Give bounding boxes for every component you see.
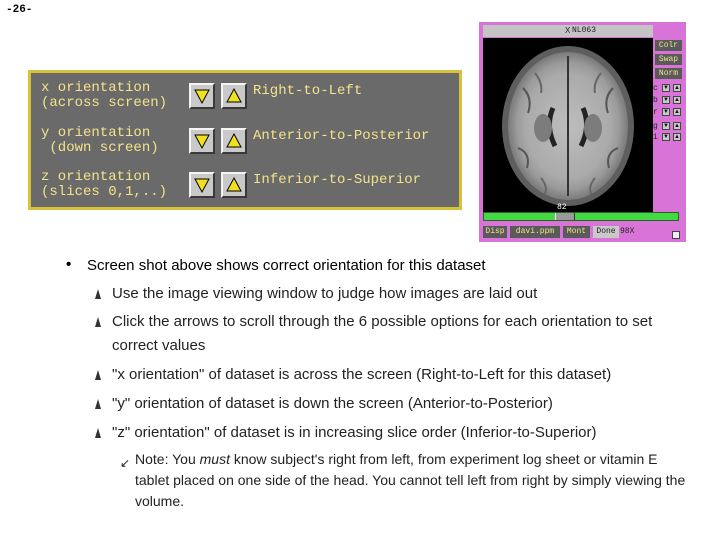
- z-orientation-label: z orientation (slices 0,1,..): [41, 169, 168, 200]
- z-orientation-down-button[interactable]: [189, 172, 215, 198]
- resize-handle[interactable]: [672, 231, 680, 239]
- x-orientation-row: [31, 73, 459, 117]
- x-orientation-label: x orientation (across screen): [41, 80, 168, 111]
- z-orientation-up-button[interactable]: [221, 172, 247, 198]
- down-mini-button[interactable]: ▼: [663, 109, 669, 115]
- close-icon[interactable]: X: [565, 26, 571, 35]
- slice-number: 82: [557, 203, 567, 212]
- colr-button[interactable]: Colr: [655, 40, 682, 51]
- control-row-c: [653, 83, 683, 94]
- save-file-button[interactable]: davi.ppm: [510, 226, 560, 238]
- image-viewer-window: [479, 22, 686, 242]
- orientation-panel: [28, 70, 462, 210]
- down-mini-button[interactable]: ▼: [663, 134, 669, 140]
- control-row-g: [653, 121, 683, 132]
- down-arrow-icon: [193, 132, 211, 150]
- control-row-r: [653, 107, 683, 118]
- down-arrow-icon: [193, 176, 211, 194]
- pen-icon: [94, 427, 102, 439]
- mont-button[interactable]: Mont: [563, 226, 590, 238]
- pen-icon: [94, 398, 102, 410]
- up-mini-button[interactable]: ▲: [674, 85, 680, 91]
- x-orientation-value: Right-to-Left: [253, 83, 363, 99]
- brain-image[interactable]: [483, 38, 653, 218]
- control-letter: b: [653, 96, 658, 105]
- up-mini-button[interactable]: ▲: [674, 134, 680, 140]
- control-row-i: [653, 132, 683, 143]
- disp-button[interactable]: Disp: [483, 226, 507, 238]
- norm-button[interactable]: Norm: [655, 68, 682, 79]
- z-orientation-row: [31, 162, 459, 206]
- control-letter: c: [653, 84, 658, 93]
- check-arrow-icon: ↙: [120, 456, 131, 470]
- down-mini-button[interactable]: ▼: [663, 97, 669, 103]
- brain-slice-image: [483, 38, 653, 218]
- up-mini-button[interactable]: ▲: [674, 97, 680, 103]
- y-orientation-down-button[interactable]: [189, 128, 215, 154]
- viewer-title-bar: [483, 25, 653, 37]
- note-text: Note: You must know subject's right from left, from experiment log sheet or vitamin E tablet placed on one side of the head. You cannot tell left from right by simply viewing the volume.: [135, 451, 686, 509]
- down-arrow-icon: [193, 87, 211, 105]
- down-mini-button[interactable]: ▼: [663, 85, 669, 91]
- x-orientation-up-button[interactable]: [221, 83, 247, 109]
- y-orientation-label: y orientation (down screen): [41, 125, 159, 156]
- up-arrow-icon: [225, 87, 243, 105]
- pen-icon: [94, 288, 102, 300]
- zoom-level: 98X: [620, 227, 635, 236]
- up-arrow-icon: [225, 132, 243, 150]
- swap-button[interactable]: Swap: [655, 54, 682, 65]
- control-letter: i: [653, 133, 658, 142]
- page-number: -26-: [6, 4, 33, 16]
- y-orientation-up-button[interactable]: [221, 128, 247, 154]
- done-button[interactable]: Done: [593, 226, 619, 238]
- x-orientation-down-button[interactable]: [189, 83, 215, 109]
- main-bullet-text: Screen shot above shows correct orientation for this dataset: [87, 257, 486, 274]
- up-mini-button[interactable]: ▲: [674, 109, 680, 115]
- pen-icon: [94, 369, 102, 381]
- y-orientation-row: [31, 118, 459, 162]
- control-row-b: [653, 95, 683, 106]
- up-mini-button[interactable]: ▲: [674, 123, 680, 129]
- pen-icon: [94, 316, 102, 328]
- z-orientation-value: Inferior-to-Superior: [253, 172, 422, 188]
- bullet-dot: •: [66, 256, 72, 273]
- slider-thumb[interactable]: [555, 213, 575, 220]
- viewer-title: NL063: [572, 26, 597, 35]
- y-orientation-value: Anterior-to-Posterior: [253, 128, 430, 144]
- slice-slider[interactable]: [483, 212, 679, 221]
- down-mini-button[interactable]: ▼: [663, 123, 669, 129]
- up-arrow-icon: [225, 176, 243, 194]
- control-letter: r: [653, 108, 658, 117]
- control-letter: g: [653, 122, 658, 131]
